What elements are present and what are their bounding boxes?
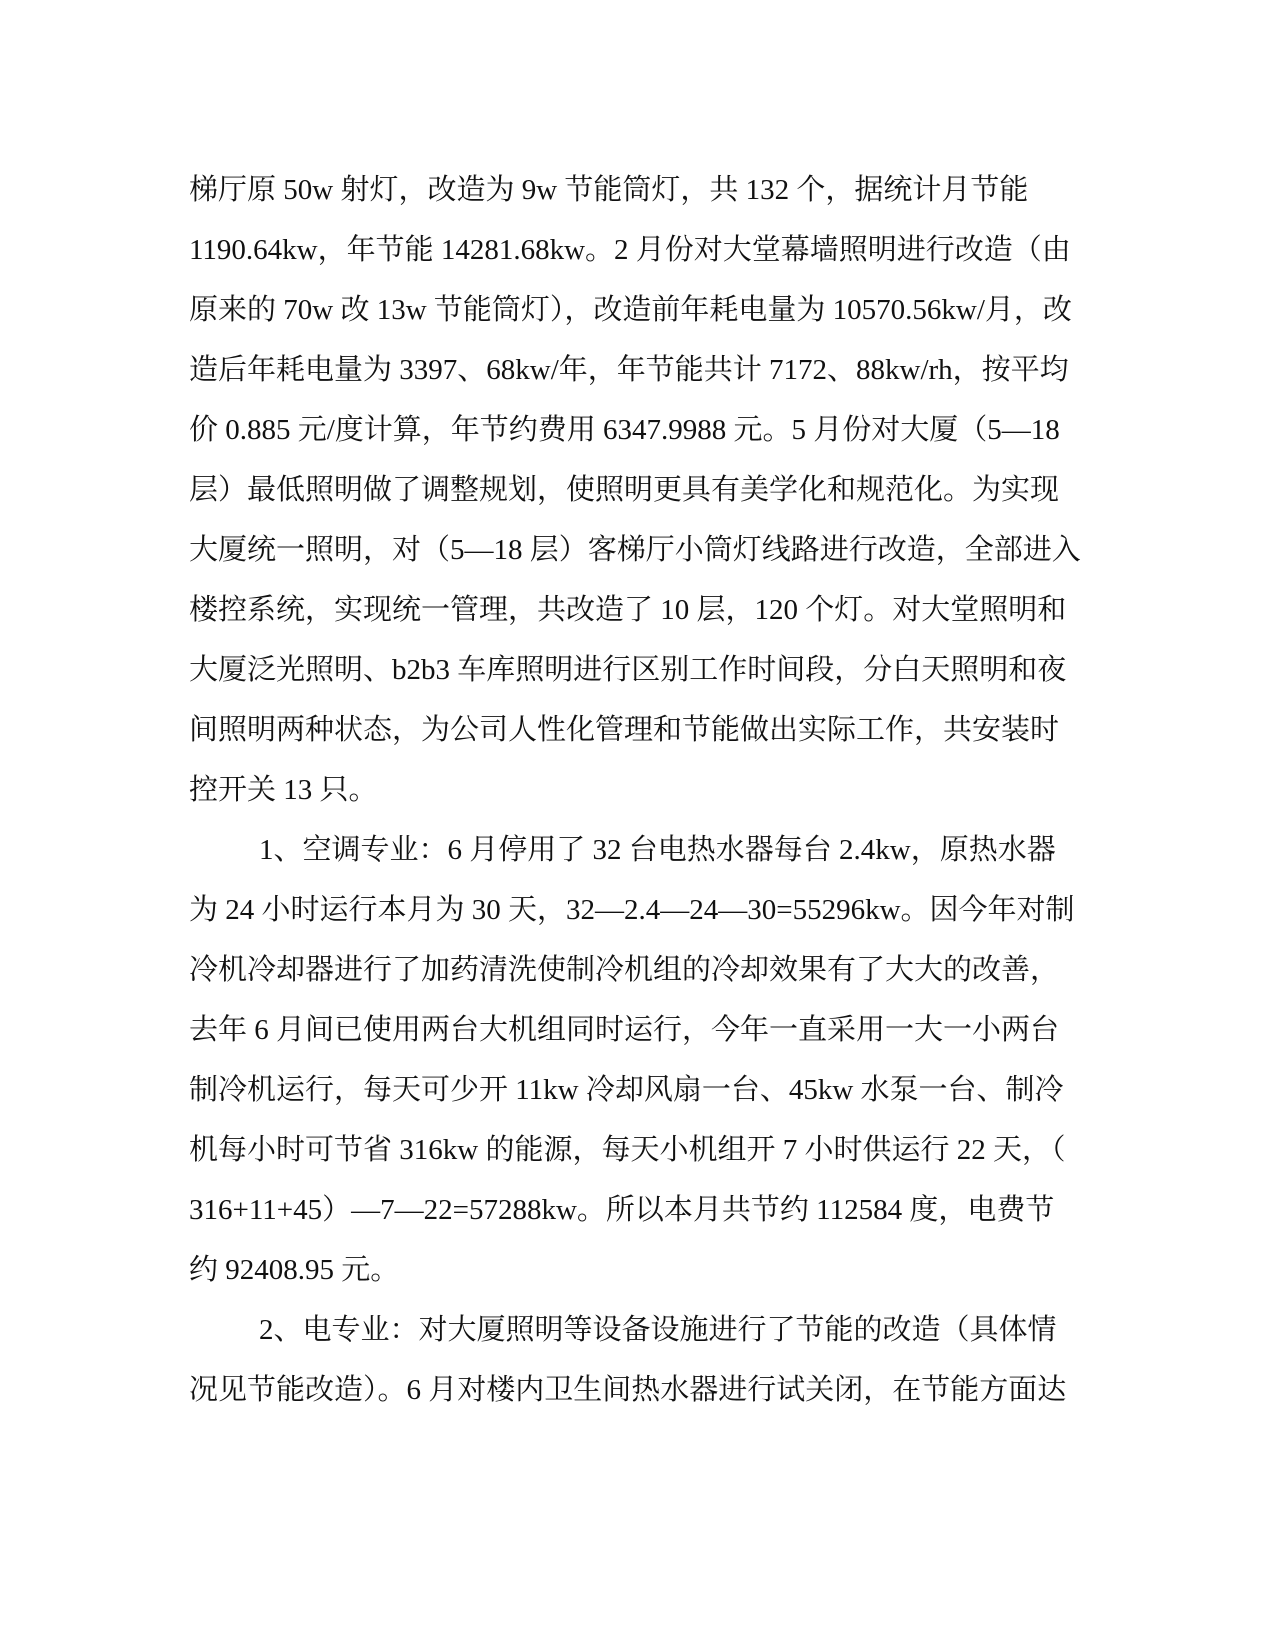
text-line: 楼控系统，实现统一管理，共改造了 10 层，120 个灯。对大堂照明和 [189, 594, 1067, 626]
paragraph-electrical [189, 1300, 1089, 1420]
text-line: 况见节能改造）。6 月对楼内卫生间热水器进行试关闭，在节能方面达 [189, 1374, 1067, 1406]
text-line: 价 0.885 元/度计算，年节约费用 6347.9988 元。5 月份对大厦（5—18 [189, 414, 1060, 446]
text-line: 1、空调专业：6 月停用了 32 台电热水器每台 2.4kw，原热水器 [259, 834, 1056, 866]
document-body [189, 160, 1089, 1420]
text-line: 去年 6 月间已使用两台大机组同时运行，今年一直采用一大一小两台 [189, 1014, 1060, 1046]
text-line: 造后年耗电量为 3397、68kw/年，年节能共计 7172、88kw/rh，按平均 [189, 354, 1069, 386]
text-line: 1190.64kw，年节能 14281.68kw。2 月份对大堂幕墙照明进行改造（由 [189, 234, 1071, 266]
paragraph-lighting-retrofit [189, 160, 1089, 820]
text-line: 约 92408.95 元。 [189, 1254, 400, 1286]
text-line: 层）最低照明做了调整规划，使照明更具有美学化和规范化。为实现 [189, 474, 1060, 506]
text-line: 2、电专业：对大厦照明等设备设施进行了节能的改造（具体情 [259, 1314, 1057, 1346]
text-line: 大厦统一照明，对（5—18 层）客梯厅小筒灯线路进行改造，全部进入 [189, 534, 1081, 566]
text-line: 316+11+45）—7—22=57288kw。所以本月共节约 112584 度，电费节 [189, 1194, 1055, 1226]
text-line: 控开关 13 只。 [189, 774, 378, 806]
text-line: 原来的 70w 改 13w 节能筒灯），改造前年耗电量为 10570.56kw/月，改 [189, 294, 1072, 326]
text-line: 间照明两种状态，为公司人性化管理和节能做出实际工作，共安装时 [189, 714, 1060, 746]
text-line: 为 24 小时运行本月为 30 天，32—2.4—24—30=55296kw。因今年对制 [189, 894, 1075, 926]
paragraph-air-conditioning [189, 820, 1089, 1300]
text-line: 制冷机运行，每天可少开 11kw 冷却风扇一台、45kw 水泵一台、制冷 [189, 1074, 1064, 1106]
text-line: 大厦泛光照明、b2b3 车库照明进行区别工作时间段，分白天照明和夜 [189, 654, 1067, 686]
text-line: 机每小时可节省 316kw 的能源，每天小机组开 7 小时供运行 22 天，（ [189, 1134, 1066, 1166]
text-line: 梯厅原 50w 射灯，改造为 9w 节能筒灯，共 132 个，据统计月节能 [189, 174, 1029, 206]
text-line: 冷机冷却器进行了加药清洗使制冷机组的冷却效果有了大大的改善， [189, 954, 1060, 986]
